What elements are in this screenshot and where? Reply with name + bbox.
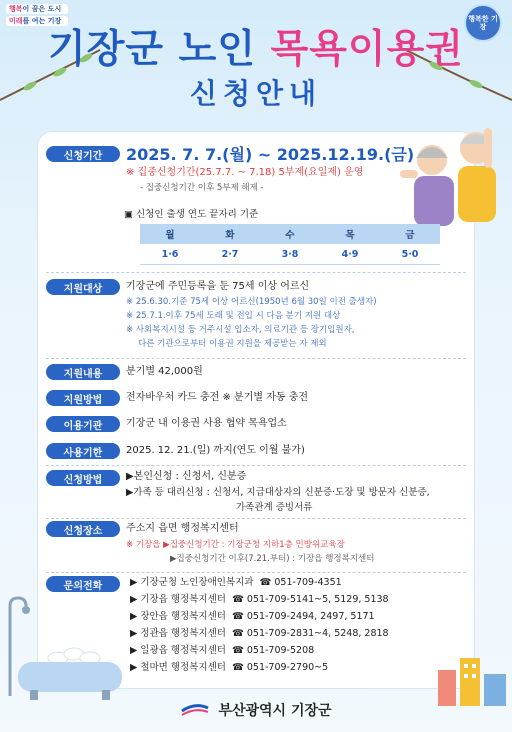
contact-tel: ☎ 051-709-5208 <box>232 645 315 656</box>
slogan-accent-2: 미래 <box>9 17 23 25</box>
elderly-couple-illustration <box>392 114 504 226</box>
contact-row <box>130 660 328 676</box>
period-note-2: - 집중신청기간 이후 5부제 해제 - <box>140 183 264 193</box>
target-note-3: ※ 사회복지시설 등 거주시설 입소자, 의료기관 등 장기입원자, <box>126 325 355 335</box>
day-header: 목 <box>320 224 380 244</box>
contact-tel: ☎ 051-709-2494, 2497, 5171 <box>232 611 375 622</box>
contact-row <box>130 592 389 608</box>
page-title <box>0 18 512 74</box>
period-label: 신청기간 <box>46 146 120 162</box>
dow-title: ▣ 신청인 출생 연도 끝자리 기준 <box>124 209 259 220</box>
divider <box>46 572 466 573</box>
divider <box>46 358 466 359</box>
contact-label: 문의전화 <box>46 576 120 592</box>
location-main: 주소지 읍면 행정복지센터 <box>126 523 239 534</box>
contact-name: ▶ 기장군청 노인장애인복지과 <box>130 577 254 588</box>
contact-name: ▶ 기장읍 행정복지센터 <box>130 594 226 605</box>
day-header: 수 <box>260 224 320 244</box>
title-part-2: 목욕이용권 <box>270 27 464 72</box>
page-subtitle: 신청안내 <box>189 77 323 110</box>
birth-year-table <box>140 224 440 265</box>
contact-tel: ☎ 051-709-5141~5, 5129, 5138 <box>232 594 389 605</box>
contact-tel: ☎ 051-709-4351 <box>259 577 342 588</box>
target-label: 지원대상 <box>46 279 120 295</box>
contact-row <box>130 575 342 591</box>
content-label: 지원내용 <box>46 364 120 380</box>
city-badge: 행복한 기장 <box>464 4 502 42</box>
slogan-text-2: 를 여는 기장 <box>22 17 62 25</box>
digit-cell: 5·0 <box>380 244 440 265</box>
target-note-1: ※ 25.6.30.기준 75세 이상 어르신(1950년 6월 30일 이전 출생자) <box>126 297 377 307</box>
title-part-1: 기장군 노인 <box>48 27 271 72</box>
target-main: 기장군에 주민등록을 둔 75세 이상 어르신 <box>126 281 310 292</box>
content-value: 분기별 42,000원 <box>126 366 203 377</box>
digit-cell: 1·6 <box>140 244 200 265</box>
deadline-label: 사용기한 <box>46 443 120 459</box>
place-label: 이용기관 <box>46 416 120 432</box>
location-note-detail: ▶집중신청기간 : 기장군청 지하1층 민방위교육장 <box>163 540 345 550</box>
contact-tel: ☎ 051-709-2831~4, 5248, 2818 <box>232 628 389 639</box>
deadline-value: 2025. 12. 21.(일) 까지(연도 이월 불가) <box>126 445 305 456</box>
period-note: ※ 집중신청기간(25.7.7. ~ 7.18) 5부제(요일제) 운영 <box>126 167 364 178</box>
contact-name: ▶ 철마면 행정복지센터 <box>130 662 226 673</box>
contact-row <box>130 643 314 659</box>
digit-cell: 3·8 <box>260 244 320 265</box>
period-value: 2025. 7. 7.(월) ~ 2025.12.19.(금) <box>126 145 415 164</box>
footer-org: 부산광역시 기장군 <box>218 703 332 719</box>
footer <box>0 688 512 732</box>
contact-name: ▶ 장안읍 행정복지센터 <box>130 611 226 622</box>
slogan-text-1: 이 꿈은 도시 <box>22 5 62 13</box>
day-header: 금 <box>380 224 440 244</box>
contact-row <box>130 626 389 642</box>
location-note-1 <box>126 539 345 552</box>
busan-logo-icon <box>180 702 210 718</box>
method-label: 지원방법 <box>46 390 120 406</box>
day-header: 월 <box>140 224 200 244</box>
apply-line-2: ▶가족 등 대리신청 : 신청서, 지급대상자의 신분증·도장 및 방문자 신분증, <box>126 487 430 498</box>
contact-row <box>130 609 375 625</box>
contact-name: ▶ 일광읍 행정복지센터 <box>130 645 226 656</box>
day-header: 화 <box>200 224 260 244</box>
digit-cell: 2·7 <box>200 244 260 265</box>
location-note-2: ▶집중신청기간 이후(7.21.부터) : 기장읍 행정복지센터 <box>170 554 375 564</box>
apply-line-1: ▶본인신청 : 신청서, 신분증 <box>126 471 247 482</box>
location-label: 신청장소 <box>46 521 120 537</box>
target-note-4: 다른 기관으로부터 이용권 지원을 제공받는 자 제외 <box>138 339 327 349</box>
digit-cell: 4·9 <box>320 244 380 265</box>
divider <box>46 465 466 466</box>
divider <box>46 272 466 273</box>
target-note-2: ※ 25.7.1.이후 75세 도래 및 전입 시 다음 분기 지원 대상 <box>126 311 341 321</box>
place-value: 기장군 내 이용권 사용 협약 목욕업소 <box>126 418 287 429</box>
method-value: 전자바우처 카드 충전 ※ 분기별 자동 충전 <box>126 392 309 403</box>
contact-name: ▶ 정관읍 행정복지센터 <box>130 628 226 639</box>
slogan-accent-1: 행복 <box>9 5 23 13</box>
divider <box>46 518 466 519</box>
contact-tel: ☎ 051-709-2790~5 <box>232 662 329 673</box>
location-note-prefix: ※ 기장읍 <box>126 540 161 550</box>
apply-line-3: 가족관계 증빙서류 <box>236 502 313 513</box>
apply-label: 신청방법 <box>46 470 120 486</box>
